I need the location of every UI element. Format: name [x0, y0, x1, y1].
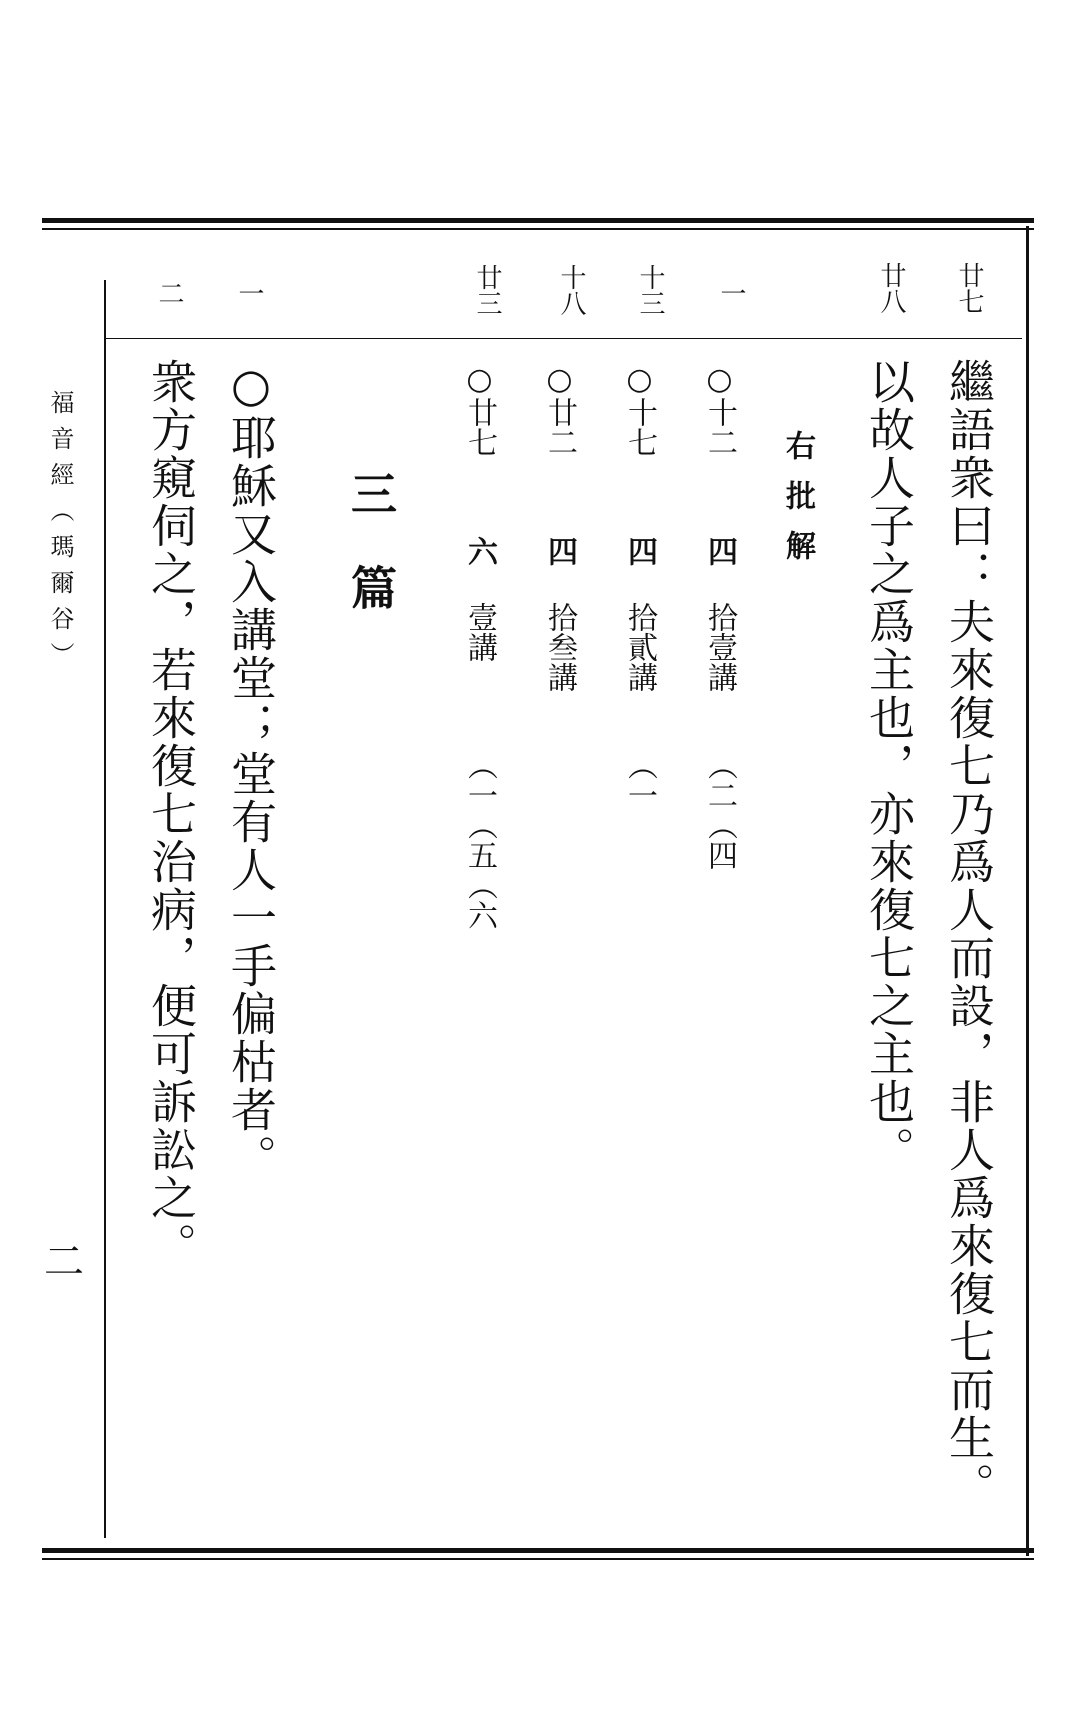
verse-number: 廿七	[954, 262, 984, 314]
text-column: 以故人子之爲主也，亦來復七之主也。	[862, 358, 916, 1174]
reference-section: 拾壹講	[702, 602, 737, 692]
left-border	[104, 280, 106, 1538]
verse-number: 一	[234, 280, 264, 306]
reference-section: 拾貳講	[622, 602, 657, 692]
running-title: 福音經（瑪爾谷）	[46, 390, 74, 678]
chapter-heading: 三篇	[344, 470, 398, 658]
note-heading: 右批解	[780, 430, 815, 580]
header-divider	[106, 338, 1022, 339]
reference-chapter: 四	[542, 536, 577, 566]
page-number: 二	[44, 1239, 84, 1285]
reference-section: 壹講	[462, 602, 497, 662]
top-rule-thin	[42, 228, 1034, 230]
reference-chapter: 四	[702, 536, 737, 566]
text-column: 衆方窺伺之，若來復七治病，便可訴訟之。	[144, 358, 198, 1270]
top-rule-thick	[42, 218, 1034, 223]
verse-number: 十八	[556, 264, 586, 316]
verse-number: 十三	[635, 264, 665, 316]
bottom-rule-thin	[42, 1558, 1034, 1560]
reference-extra: （二（四	[702, 750, 737, 870]
verse-number: 一	[716, 280, 746, 306]
right-border	[1026, 226, 1029, 1556]
verse-number: 廿三	[472, 264, 502, 316]
verse-number: 廿八	[876, 262, 906, 314]
reference-verse: ○十七	[622, 362, 657, 457]
reference-verse: ○廿二	[542, 362, 577, 457]
text-column: 繼語衆曰：夫來復七乃爲人而設，非人爲來復七而生。	[942, 358, 996, 1510]
verse-number: 二	[154, 280, 184, 306]
text-column: ○耶穌又入講堂；堂有人一手偏枯者。	[224, 358, 278, 1182]
reference-extra: （一	[622, 750, 657, 810]
reference-section: 拾叁講	[542, 602, 577, 692]
bottom-rule-thick	[42, 1548, 1034, 1553]
reference-extra: （一（五（六	[462, 750, 497, 930]
reference-chapter: 四	[622, 536, 657, 566]
reference-verse: ○廿七	[462, 362, 497, 457]
reference-verse: ○十二	[702, 362, 737, 457]
reference-chapter: 六	[462, 536, 497, 566]
